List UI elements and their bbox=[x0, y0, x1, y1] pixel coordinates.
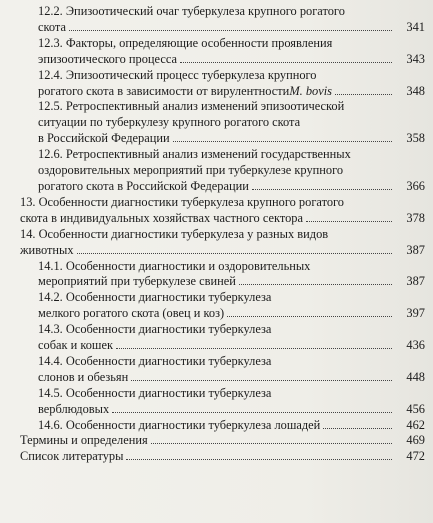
toc-entry bbox=[0, 449, 433, 465]
toc-entry-text: верблюдовых bbox=[38, 401, 110, 416]
toc-entry bbox=[0, 386, 433, 418]
toc-entry-line bbox=[38, 259, 395, 275]
toc-entry bbox=[0, 259, 433, 291]
toc-entry bbox=[0, 433, 433, 449]
table-of-contents bbox=[0, 4, 433, 465]
toc-entry bbox=[0, 147, 433, 195]
toc-entry-text: мелкого рогатого скота (овец и коз) bbox=[38, 306, 225, 321]
toc-page-number: 387 bbox=[406, 242, 425, 257]
toc-entry bbox=[0, 195, 433, 227]
toc-page-number: 472 bbox=[406, 449, 425, 464]
toc-entry bbox=[0, 322, 433, 354]
toc-entry-line bbox=[20, 433, 395, 449]
dot-leader bbox=[77, 253, 392, 254]
toc-entry-line bbox=[38, 179, 395, 195]
toc-page-number: 397 bbox=[406, 306, 425, 321]
toc-page-number: 456 bbox=[406, 401, 425, 416]
toc-entry bbox=[0, 4, 433, 36]
toc-page-number: 343 bbox=[406, 51, 425, 66]
toc-entry-text: оздоровительных мероприятий при туберкулезе крупного bbox=[38, 163, 344, 178]
dot-leader bbox=[306, 221, 392, 222]
toc-entry-text: ситуации по туберкулезу крупного рогатого скота bbox=[38, 115, 301, 130]
toc-entry-line bbox=[38, 147, 395, 163]
toc-entry bbox=[0, 36, 433, 68]
toc-entry-line bbox=[38, 20, 395, 36]
toc-entry-line bbox=[38, 4, 395, 20]
dot-leader bbox=[335, 94, 392, 95]
toc-entry-line bbox=[38, 68, 395, 84]
toc-page-number: 462 bbox=[406, 417, 425, 432]
toc-entry-text: 12.4. Эпизоотический процесс туберкулеза крупного bbox=[38, 67, 317, 82]
toc-entry-text: рогатого скота в зависимости от вирулентности bbox=[38, 83, 290, 98]
dot-leader bbox=[227, 316, 392, 317]
toc-entry bbox=[0, 68, 433, 100]
toc-entry-line bbox=[38, 52, 395, 68]
toc-page-number: 341 bbox=[406, 19, 425, 34]
toc-page-number: 378 bbox=[406, 210, 425, 225]
toc-entry-line bbox=[38, 386, 395, 402]
toc-entry-text: 13. Особенности диагностики туберкулеза крупного рогатого bbox=[20, 194, 345, 209]
toc-entry-text: 14.2. Особенности диагностики туберкулеза bbox=[38, 290, 272, 305]
toc-page-number: 469 bbox=[406, 433, 425, 448]
toc-entry bbox=[0, 227, 433, 259]
toc-entry-line bbox=[38, 418, 395, 434]
dot-leader bbox=[131, 380, 392, 381]
toc-entry-text: животных bbox=[20, 242, 74, 257]
toc-entry-text: 14. Особенности диагностики туберкулеза у разных видов bbox=[20, 226, 329, 241]
toc-entry-line bbox=[38, 402, 395, 418]
toc-entry-line bbox=[38, 354, 395, 370]
toc-entry-text: 14.3. Особенности диагностики туберкулеза bbox=[38, 322, 272, 337]
toc-entry-line bbox=[38, 274, 395, 290]
toc-entry-line bbox=[38, 131, 395, 147]
toc-page-number: 448 bbox=[406, 369, 425, 384]
toc-entry-line bbox=[20, 195, 395, 211]
toc-entry-line bbox=[38, 370, 395, 386]
dot-leader bbox=[323, 428, 392, 429]
dot-leader bbox=[151, 443, 392, 444]
toc-entry-line bbox=[20, 227, 395, 243]
toc-entry-line bbox=[38, 36, 395, 52]
dot-leader bbox=[180, 62, 392, 63]
toc-entry bbox=[0, 418, 433, 434]
toc-entry-line bbox=[38, 306, 395, 322]
toc-entry-text: 12.3. Факторы, определяющие особенности проявления bbox=[38, 35, 333, 50]
toc-entry-line bbox=[38, 322, 395, 338]
dot-leader bbox=[239, 284, 392, 285]
toc-entry-text: 14.1. Особенности диагностики и оздоровительных bbox=[38, 258, 311, 273]
dot-leader bbox=[252, 189, 392, 190]
toc-entry-italic-text: M. bovis bbox=[289, 83, 332, 98]
dot-leader bbox=[126, 459, 392, 460]
toc-entry-line bbox=[38, 99, 395, 115]
toc-entry-line bbox=[38, 163, 395, 179]
toc-entry-text: слонов и обезьян bbox=[38, 369, 129, 384]
toc-entry-text: в Российской Федерации bbox=[38, 131, 170, 146]
toc-entry-line bbox=[38, 115, 395, 131]
toc-entry-text: 12.6. Ретроспективный анализ изменений государственных bbox=[38, 147, 351, 162]
toc-entry bbox=[0, 290, 433, 322]
toc-entry-line bbox=[20, 211, 395, 227]
toc-entry-text: эпизоотического процесса bbox=[38, 51, 177, 66]
toc-entry-text: Список литературы bbox=[20, 449, 124, 464]
dot-leader bbox=[69, 30, 392, 31]
dot-leader bbox=[116, 348, 392, 349]
toc-entry-text: Термины и определения bbox=[20, 433, 148, 448]
toc-page-number: 358 bbox=[406, 131, 425, 146]
toc-entry-line bbox=[20, 243, 395, 259]
toc-entry-text: 14.5. Особенности диагностики туберкулеза bbox=[38, 385, 272, 400]
dot-leader bbox=[173, 141, 392, 142]
toc-page-number: 366 bbox=[406, 178, 425, 193]
toc-entry-text: рогатого скота в Российской Федерации bbox=[38, 178, 249, 193]
toc-entry-text: собак и кошек bbox=[38, 338, 113, 353]
toc-entry-text: скота в индивидуальных хозяйствах частного сектора bbox=[20, 210, 303, 225]
toc-entry-text: 14.6. Особенности диагностики туберкулеза лошадей bbox=[38, 417, 321, 432]
toc-entry-text: 14.4. Особенности диагностики туберкулеза bbox=[38, 353, 272, 368]
toc-entry-text: 12.2. Эпизоотический очаг туберкулеза крупного рогатого bbox=[38, 4, 345, 18]
toc-entry-line bbox=[38, 338, 395, 354]
toc-entry-text: мероприятий при туберкулезе свиней bbox=[38, 274, 236, 289]
toc-entry bbox=[0, 354, 433, 386]
toc-entry-text: 12.5. Ретроспективный анализ изменений эпизоотической bbox=[38, 99, 345, 114]
toc-page-number: 436 bbox=[406, 338, 425, 353]
toc-entry-line bbox=[38, 84, 395, 100]
toc-entry-text: скота bbox=[38, 19, 66, 34]
toc-entry-line bbox=[38, 290, 395, 306]
toc-page-number: 387 bbox=[406, 274, 425, 289]
toc-page-number: 348 bbox=[406, 83, 425, 98]
dot-leader bbox=[112, 412, 392, 413]
toc-entry-line bbox=[20, 449, 395, 465]
toc-entry bbox=[0, 99, 433, 147]
